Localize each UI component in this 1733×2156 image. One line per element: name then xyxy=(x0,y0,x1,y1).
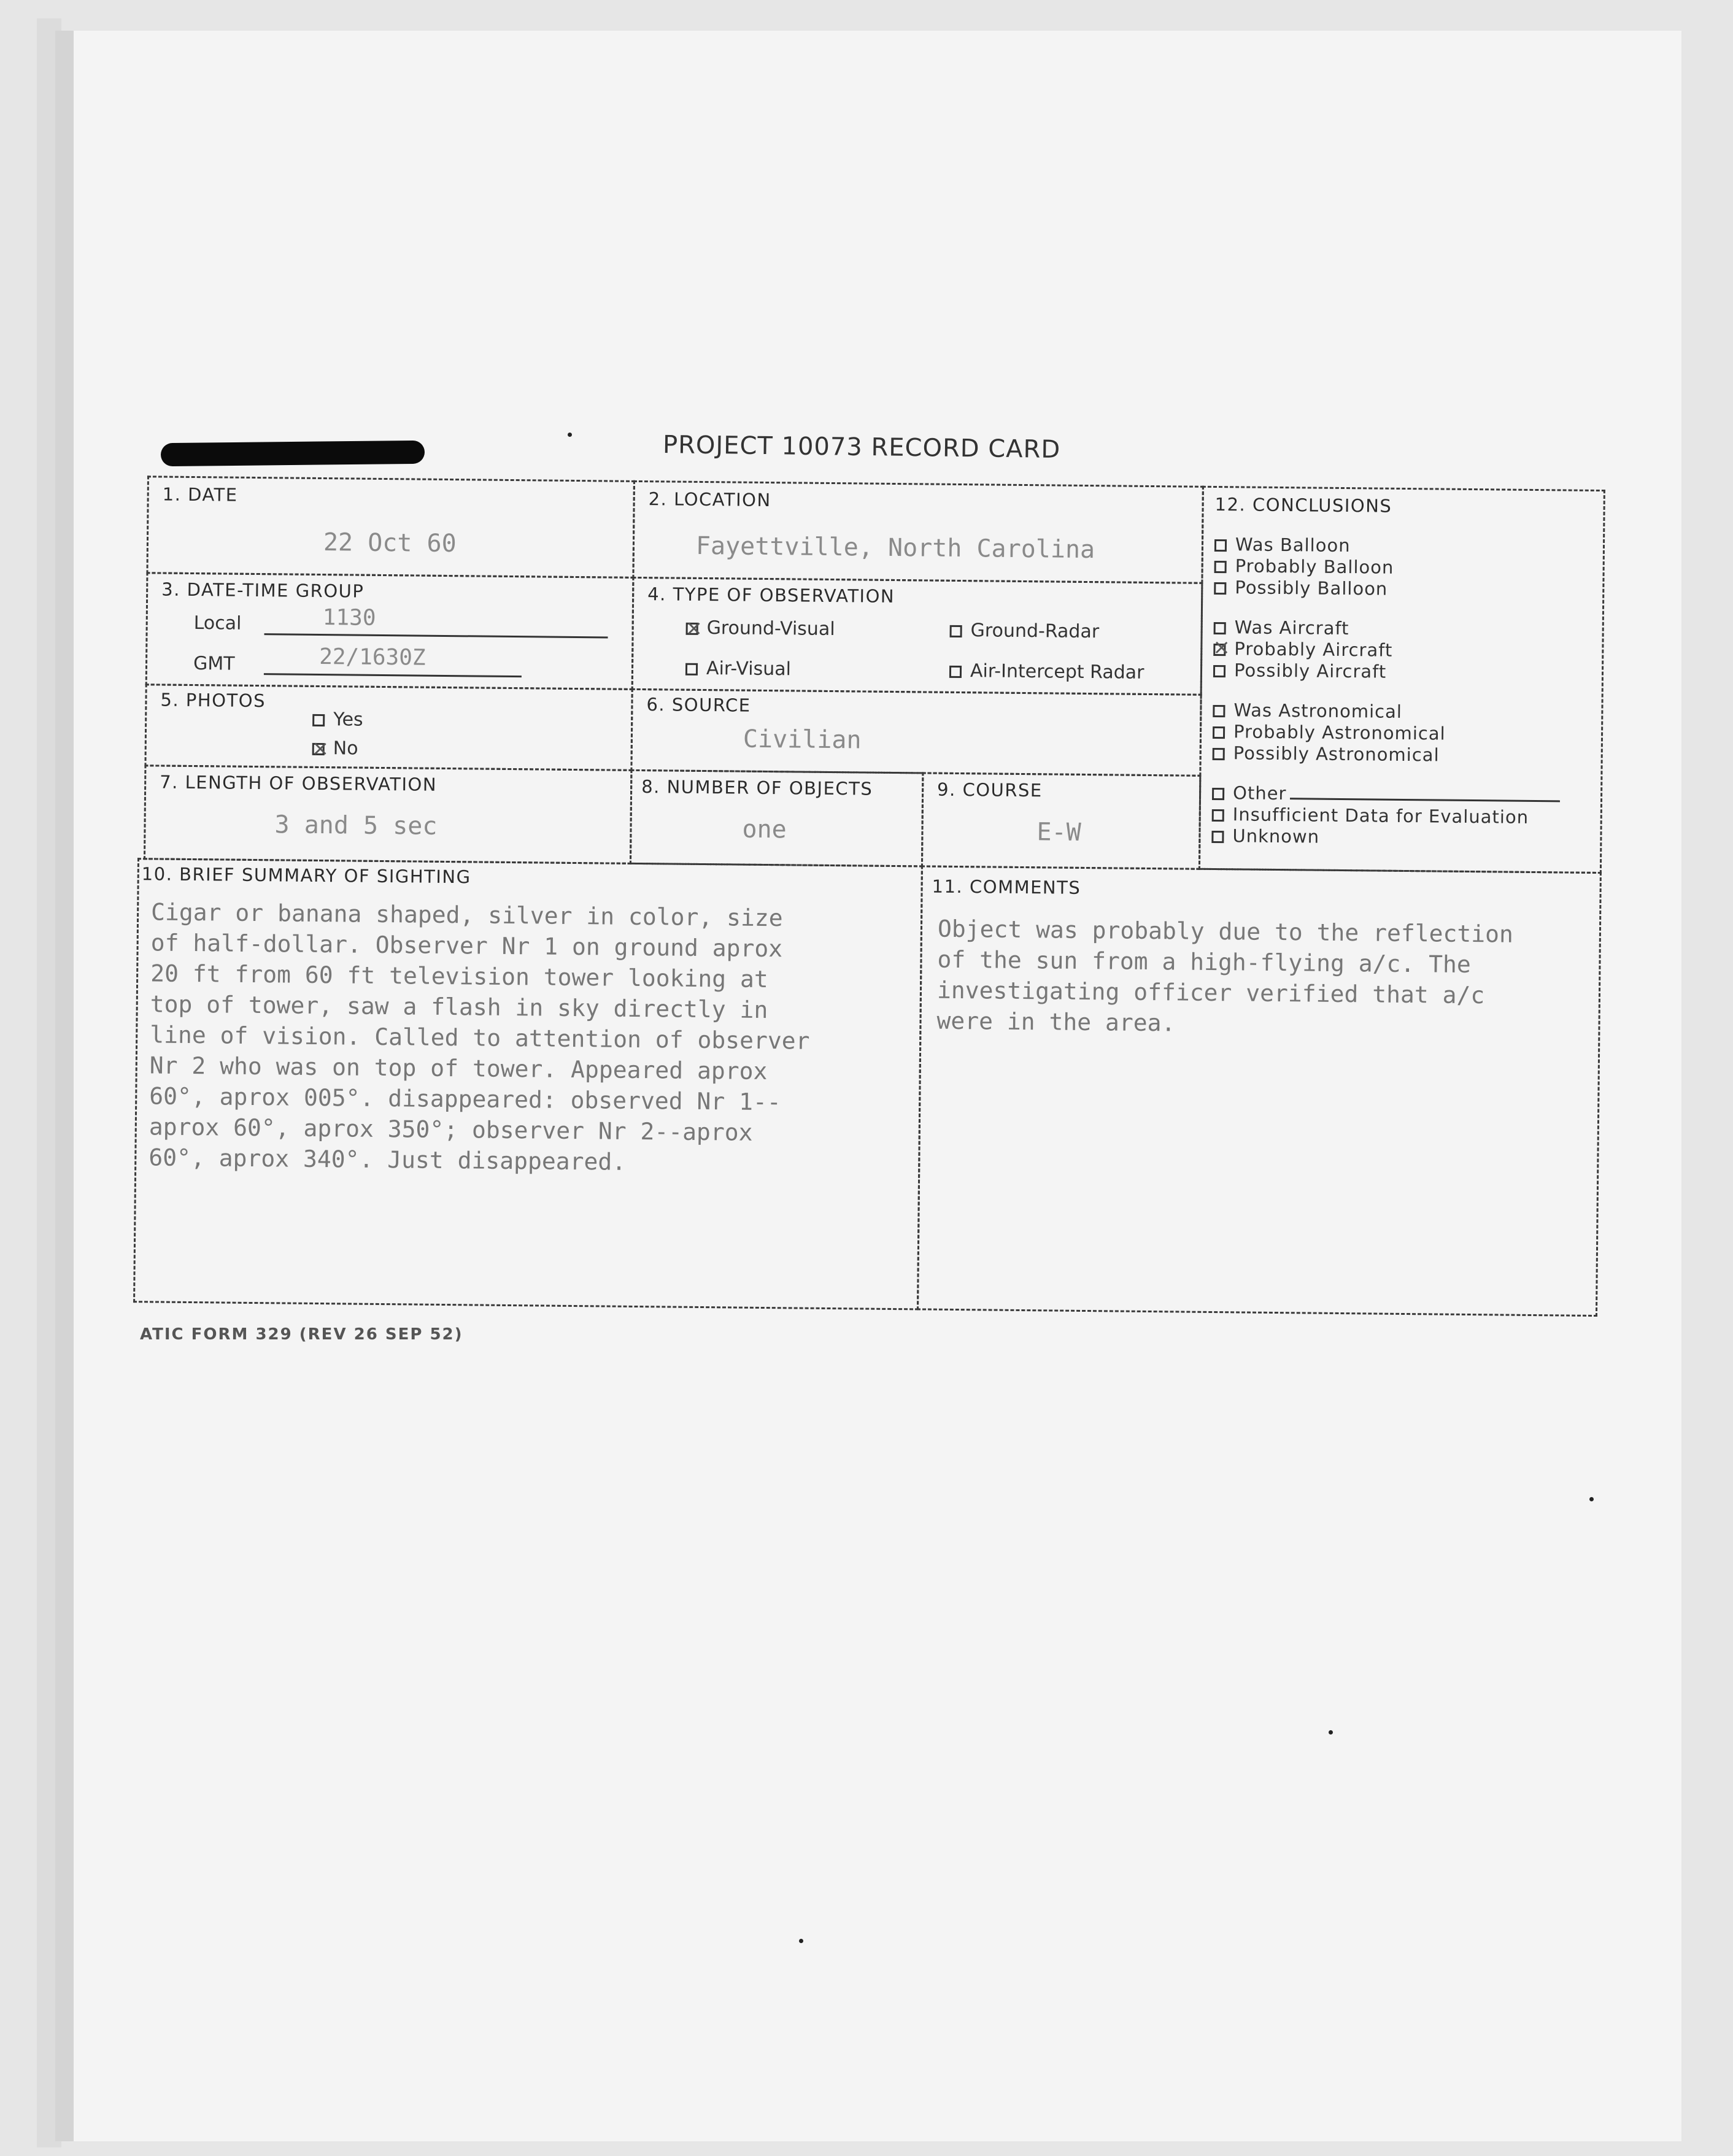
checkbox-icon[interactable] xyxy=(1211,831,1224,843)
conclusion-probably-astronomical[interactable]: Probably Astronomical xyxy=(1213,721,1561,745)
comments-text: Object was probably due to the reflection of the sun from a high-flying a/c. The investigating officer verified that a/c were in the area. xyxy=(936,915,1514,1037)
length-value: 3 and 5 sec xyxy=(274,810,438,841)
comments-cell xyxy=(917,865,1602,1317)
course-label: 9. COURSE xyxy=(936,779,1043,801)
checkbox-icon[interactable] xyxy=(1214,582,1226,595)
date-time-group-cell xyxy=(145,572,635,690)
number-label: 8. NUMBER OF OBJECTS xyxy=(641,776,873,799)
checkbox-icon[interactable] xyxy=(1213,644,1225,656)
type-of-observation-cell xyxy=(631,577,1203,696)
checkbox-icon[interactable] xyxy=(1213,726,1225,739)
scan-speck xyxy=(568,433,572,437)
option-no[interactable]: ×No xyxy=(312,737,358,760)
number-value: one xyxy=(742,815,787,844)
option-air-visual[interactable]: Air-Visual xyxy=(685,658,791,680)
record-card xyxy=(121,475,1602,1336)
form-footer: ATIC FORM 329 (REV 26 SEP 52) xyxy=(140,1325,463,1344)
location-value: Fayettville, North Carolina xyxy=(695,531,1095,564)
other-blank-line xyxy=(1290,798,1560,802)
summary-label: 10. BRIEF SUMMARY OF SIGHTING xyxy=(141,863,471,888)
local-value: 1130 xyxy=(322,605,376,631)
length-cell xyxy=(144,764,632,864)
checkbox-icon[interactable] xyxy=(686,622,698,634)
location-label: 2. LOCATION xyxy=(648,488,771,511)
checkbox-icon[interactable] xyxy=(1212,809,1224,822)
source-value: Civilian xyxy=(743,725,862,755)
conclusion-possibly-aircraft[interactable]: Possibly Aircraft xyxy=(1213,660,1562,684)
checkbox-icon[interactable] xyxy=(1213,705,1225,717)
scan-edge xyxy=(37,18,61,2147)
checkbox-icon[interactable] xyxy=(685,663,698,675)
local-label: Local xyxy=(193,612,242,634)
checkbox-icon[interactable] xyxy=(1214,561,1227,573)
scan-speck xyxy=(1329,1730,1333,1734)
summary-cell xyxy=(133,858,923,1310)
checkbox-icon[interactable] xyxy=(312,742,325,755)
conclusions-cell xyxy=(1198,486,1605,874)
checkbox-icon[interactable] xyxy=(950,625,962,637)
scan-speck xyxy=(1589,1497,1594,1501)
type-label: 4. TYPE OF OBSERVATION xyxy=(647,583,895,607)
conclusion-probably-aircraft[interactable]: ×Probably Aircraft xyxy=(1213,638,1562,663)
conclusions-label: 12. CONCLUSIONS xyxy=(1214,493,1392,517)
checkbox-icon[interactable] xyxy=(312,714,325,726)
source-label: 6. SOURCE xyxy=(646,694,751,716)
conclusion-possibly-astronomical[interactable]: Possibly Astronomical xyxy=(1213,742,1561,767)
redaction-bar xyxy=(161,441,425,467)
gmt-label: GMT xyxy=(193,653,235,675)
conclusion-was-balloon[interactable]: Was Balloon xyxy=(1214,534,1563,558)
option-ground-visual[interactable]: ×Ground-Visual xyxy=(685,617,835,640)
checkbox-icon[interactable] xyxy=(949,665,962,677)
conclusion-probably-balloon[interactable]: Probably Balloon xyxy=(1214,555,1562,580)
conclusions-list xyxy=(1211,534,1562,850)
date-cell xyxy=(146,475,635,579)
checkbox-icon[interactable] xyxy=(1214,539,1227,552)
option-ground-radar[interactable]: Ground-Radar xyxy=(949,620,1099,642)
conclusion-unknown[interactable]: Unknown xyxy=(1211,825,1560,850)
checkbox-icon[interactable] xyxy=(1212,788,1224,800)
date-label: 1. DATE xyxy=(162,483,238,506)
option-yes[interactable]: Yes xyxy=(312,709,363,731)
card-title: PROJECT 10073 RECORD CARD xyxy=(662,431,1061,464)
dtg-label: 3. DATE-TIME GROUP xyxy=(161,579,365,602)
checkbox-icon[interactable] xyxy=(1213,665,1225,677)
date-value: 22 Oct 60 xyxy=(323,528,457,558)
source-cell xyxy=(630,688,1202,777)
length-label: 7. LENGTH OF OBSERVATION xyxy=(160,771,438,795)
conclusion-was-astronomical[interactable]: Was Astronomical xyxy=(1213,699,1561,724)
course-cell xyxy=(921,772,1201,869)
number-of-objects-cell xyxy=(630,769,924,868)
conclusion-was-aircraft[interactable]: Was Aircraft xyxy=(1214,617,1562,641)
photos-cell xyxy=(144,683,633,771)
gmt-value: 22/1630Z xyxy=(318,644,426,671)
comments-label: 11. COMMENTS xyxy=(932,876,1081,898)
conclusion-insufficient-data[interactable]: Insufficient Data for Evaluation xyxy=(1212,804,1561,828)
course-value: E-W xyxy=(1036,818,1081,847)
conclusion-possibly-balloon[interactable]: Possibly Balloon xyxy=(1214,577,1562,601)
option-air-intercept-radar[interactable]: Air-Intercept Radar xyxy=(949,660,1144,683)
photos-label: 5. PHOTOS xyxy=(160,689,266,712)
local-line xyxy=(264,633,608,638)
summary-text: Cigar or banana shaped, silver in color, size of half-dollar. Observer Nr 1 on ground aprox 20 ft from 60 ft television tower looking at top of tower, saw a flash in sky directly in line of vision. Called to attention of observer Nr 2 who was on top of tower. Appeared aprox 60°, aprox 005°. disappeared: observed Nr 1-- aprox 60°, aprox 350°; observer Nr 2--aprox 60°, aprox 340°. Just disappeared. xyxy=(149,898,810,1176)
gmt-line xyxy=(264,673,522,677)
checkbox-icon[interactable] xyxy=(1214,622,1226,634)
scan-speck xyxy=(799,1939,803,1943)
conclusion-other[interactable]: Other xyxy=(1212,782,1561,807)
location-cell xyxy=(632,480,1203,584)
checkbox-icon[interactable] xyxy=(1213,748,1225,760)
